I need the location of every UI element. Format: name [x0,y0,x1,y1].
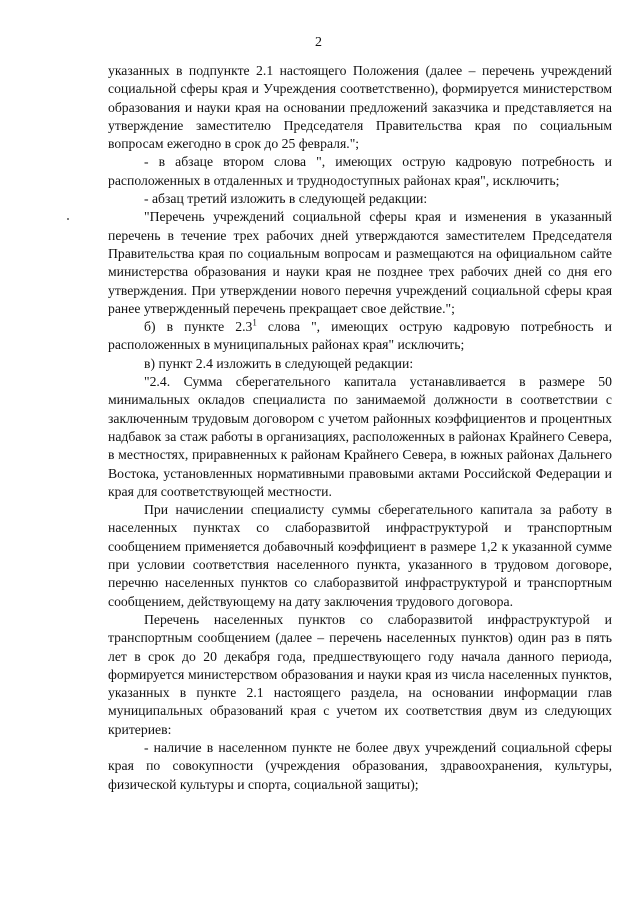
item-b-superscript: 1 [252,317,257,328]
paragraph-quoted-list-rule: "Перечень учреждений социальной сферы края и изменения в указанный перечень в течение трех рабочих дней утверждаются заместителем Председателя Правительства края по социальным вопросам и размещаются на официальном сайте министерства образования и науки края не позднее трех рабочих дней со дня его утверждения. При утверждении нового перечня учреждений социальной сферы края ранее утвержденный перечень прекращает свое действие."; [108,209,612,316]
paragraph-clause-2-4: "2.4. Сумма сберегательного капитала устанавливается в размере 50 минимальных окладов специалиста по занимаемой должности в соответствии с заключенным трудовым договором с учетом районных коэффициентов и процентных надбавок за стаж работы в организациях, расположенных в районах Крайнего Севера, в местностях, приравненных к районам Крайнего Севера, в южных районах Дальнего Востока, установленных нормативными правовыми актами Российской Федерации и края для соответствующей местности. [108,374,612,499]
item-b-text-end: слова ", имеющих острую кадровую потребность и расположенных в муниципальных районах края" исключить; [108,319,612,353]
paragraph-amendment-abzac-3: - абзац третий изложить в следующей редакции: [144,191,428,207]
document-body [108,62,612,794]
paragraph-criterion-1: - наличие в населенном пункте не более двух учреждений социальной сферы края по совокупности (учреждения образования, здравоохранения, культуры, физической культуры и спорта, социальной защиты); [108,739,612,792]
paragraph-settlements-list: Перечень населенных пунктов со слаборазвитой инфраструктурой и транспортным сообщением (далее – перечень населенных пунктов) один раз в пять лет в срок до 20 декабря года, предшествующего году начала данного периода, формируется министерством образования и науки края из числа населенных пунктов, указанных в пункте 2.1 настоящего раздела, на основании информации глав муниципальных образований края с учетом их соответствия двум из следующих критериев: [108,611,612,737]
paragraph-item-b [108,318,612,355]
scan-speck [67,218,69,220]
page-number: 2 [315,35,322,50]
paragraph-item-v: в) пункт 2.4 изложить в следующей редакции: [144,355,414,371]
item-b-text-start: б) в пункте 2.3 [144,319,253,335]
paragraph-continuation: указанных в подпункте 2.1 настоящего Положения (далее – перечень учреждений социальной сферы края и Учреждения соответственно), формируется министерством образования и науки края на основании предложений заказчика и представляется на утверждение заместителю Председателя Правительства края по социальным вопросам ежегодно в срок до 25 февраля."; [108,63,612,152]
paragraph-coefficient: При начислении специалисту суммы сберегательного капитала за работу в населенных пунктах со слаборазвитой инфраструктурой и транспортным сообщением применяется добавочный коэффициент в размере 1,2 к указанной сумме при условии соответствия населенного пункта, указанного в трудовом договоре, перечню населенных пунктов со слаборазвитой инфраструктурой и транспортным сообщением, действующему на дату заключения трудового договора. [108,502,612,609]
paragraph-amendment-abzac-2: - в абзаце втором слова ", имеющих острую кадровую потребность и расположенных в отдаленных и труднодоступных районах края", исключить; [108,154,612,188]
